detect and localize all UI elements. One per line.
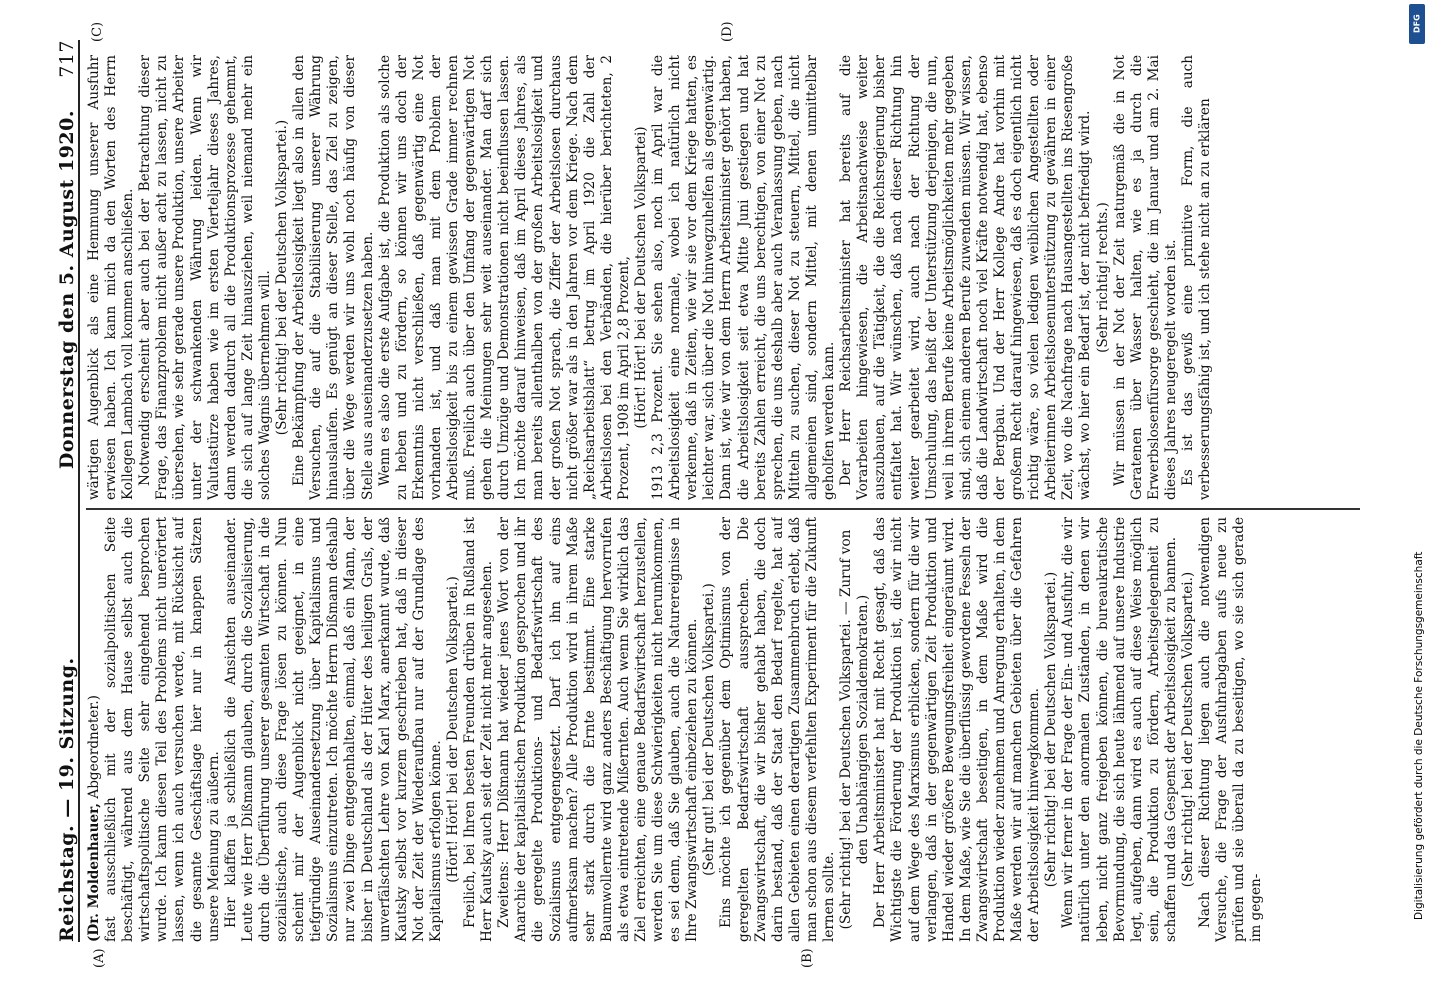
page-number: 717 <box>56 40 78 78</box>
paragraph: Zweitens: Herr Dißmann hat wieder jenes Wort von der Anarchie der kapitalistischen Produktion gesprochen und ihr die geregelte Produktions- und Bedarfswirtschaft des Sozialismus entgegengesetzt. Darf ich ihn auf eins aufmerksam machen? Alle Produktion wird in ihrem Maße sehr stark durch die Ernte bestimmt. Eine starke Baumwollernte wird ganz anders Beschäftigung hervorrufen als etwa eintretende Mißernten. Auch wenn Sie wirklich das Ziel erreichten, eine genaue Bedarfswirtschaft herzustellen, werden Sie um diese Schwierigkeiten nicht herumkommen, es sei denn, daß Sie glauben, auch die Naturereignisse in Ihre Zwangswirtschaft einbeziehen zu können. <box>496 517 701 942</box>
interjection: (Sehr richtig! bei der Deutschen Volkspartei.) <box>1180 571 1196 888</box>
margin-marker-a: (A) <box>92 948 107 968</box>
interjection: (Sehr richtig! bei der Deutschen Volkspartei. — Zuruf von den Unabhängigen Sozialdemokraten.) <box>838 529 872 930</box>
interjection: (Sehr gut! bei der Deutschen Volkspartei.) <box>701 583 718 876</box>
paragraph: Der Herr Reichsarbeitsminister hat bereits auf die Vorarbeiten hingewiesen, die Arbeitsnachweise weiter auszubauen, auf die Tätigkeit, die die Reichsregierung bisher entfaltet hat. Wir wünschen, daß nach dieser Richtung hin weiter gearbeitet wird, auch nach der Richtung der Umschulung, das heißt der Unterstützung derjenigen, die nun, weil in ihrem Berufe keine Arbeitsmöglichkeiten mehr gegeben sind, sich einem anderen Berufe zuwenden müssen. Wir wissen, daß die Landwirtschaft noch viel Kräfte notwendig hat, ebenso der Bergbau. Und der Herr Kollege Andre hat vorhin mit großem Recht darauf hingewiesen, daß es doch eigentlich nicht richtig wäre, so vielen ledigen weiblichen Angestellten oder Arbeiterinnen Arbeitslosenunterstützung zu gewähren in einer Zeit, wo die Nachfrage nach Hausangestellten ins Riesengroße wächst, wo hier ein Bedarf ist, der nicht befriedigt wird. <box>838 55 1094 500</box>
interjection: (Sehr richtig! rechts.) <box>1094 202 1111 353</box>
margin-marker-b: (B) <box>800 948 815 968</box>
paragraph: Freilich, bei Ihren besten Freunden drüben in Rußland ist Herr Kautsky auch seit der Zeit nicht mehr angesehen. <box>462 517 496 942</box>
interjection: (Sehr richtig! bei der Deutschen Volkspartei.) <box>274 119 291 436</box>
paragraph: Der Herr Arbeitsminister hat mit Recht gesagt, daß das Wichtigste die Förderung der Produktion ist, die wir nicht auf dem Wege des Marxismus erblicken, sondern für die wir verlangen, daß in der gegenwärtigen Zeit Produktion und Handel wieder größere Bewegungsfreiheit eingeräumt wird. In dem Maße, wie Sie die überflüssig gewordene Fesseln der Zwangswirtschaft beseitigen, in dem Maße wird die Produktion wieder zunehmen und Anregung erhalten, in dem Maße werden wir auf manchen Gebieten über die Gefahren der Arbeitslosigkeit hinwegkommen. <box>872 517 1043 942</box>
paragraph: Wenn es also die erste Aufgabe ist, die Produktion als solche zu heben und zu fördern, so können wir uns doch der Erkenntnis nicht verschließen, daß gegenwärtig eine Not vorhanden ist, und daß man mit dem Problem der Arbeitslosigkeit bis zu einem gewissen Grade immer rechnen muß. Freilich auch über den Umfang der gegenwärtigen Not gehen die Meinungen sehr weit auseinander. Man darf sich durch Umzüge und Demonstrationen nicht beeinflussen lassen. Ich möchte darauf hinweisen, daß im April dieses Jahres, als man bereits allenthalben von der großen Arbeitslosigkeit und der großen Not sprach, die Ziffer der Arbeitslosen durchaus nicht größer war als in den Jahren vor dem Kriege. Nach dem „Reichsarbeitsblatt“ betrug im April 1920 die Zahl der Arbeitslosen bei den Verbänden, die hierüber berichteten, 2 Prozent, 1908 im April 2,8 Prozent, <box>376 55 632 500</box>
paragraph: wärtigen Augenblick als eine Hemmung unserer Ausfuhr erwiesen haben. Ich kann mich da den Worten des Herrn Kollegen Lambach voll kommen anschließen. <box>86 55 137 500</box>
margin-marker-c: (C) <box>90 21 105 42</box>
paragraph: fast ausschließlich mit der sozialpolitischen Seite beschäftigt, während aus dem Hause selbst auch die wirtschaftspolitische Seite sehr eingehend besprochen wurde. Ich kann diesen Teil des Problems nicht unerörtert lassen, wenn ich auch versuchen werde, mit Rücksicht auf die gesamte Geschäftslage hier nur in knappen Sätzen unsere Meinung zu äußern. <box>103 517 222 942</box>
digitization-credit <box>1408 0 1430 1000</box>
paragraph: 1913 2,3 Prozent. Sie sehen also, noch im April war die Arbeitslosigkeit eine normale, wobei ich natürlich nicht verkenne, daß in Zeiten, wie wir sie vor dem Kriege hatten, es leichter war, sich über die Not hinwegzuhelfen als gegenwärtig. Dann ist, wie wir von dem Herrn Arbeitsminister gehört haben, die Arbeitslosigkeit seit etwa Mitte Juni gestiegen und hat bereits Zahlen erreicht, die uns berechtigen, von einer Not zu sprechen, die uns deshalb aber auch Veranlassung geben, nach Mitteln zu suchen, dieser Not zu steuern, Mittel, die nicht allgemeinen sind, sondern Mittel, mit denen unmittelbar geholfen werden kann. <box>650 55 838 500</box>
page-header <box>48 40 80 942</box>
interjection: (Hört! Hört! bei der Deutschen Volkspartei) <box>633 126 649 429</box>
interjection: (Sehr richtig! bei der Deutschen Volkspartei.) <box>1043 571 1060 888</box>
header-right: Donnerstag den 5. August 1920. <box>56 110 78 470</box>
paragraph: Wenn wir ferner in der Frage der Ein- und Ausfuhr, die wir natürlich unter den anormalen Zuständen, in denen wir leben, nicht ganz freigeben können, die bureaukratische Bevormundung, die sich heute lähmend auf unsere Industrie legt, aufgeben, dann wird es auch auf diese Weise möglich sein, die Produktion zu fördern, Arbeitsgelegenheit zu schaffen und das Gespenst der Arbeitslosigkeit zu bannen. <box>1060 517 1179 942</box>
margin-marker-d: (D) <box>720 21 735 42</box>
column-divider <box>86 509 1360 511</box>
paragraph: Eins möchte ich gegenüber dem Optimismus von der geregelten Bedarfswirtschaft aussprechen. Die Zwangswirtschaft, die wir bisher gehabt haben, die doch darin bestand, daß der Staat den Bedarf regelte, hat auf allen Gebieten einen derartigen Zusammenbruch erlebt, daß man schon aus diesem verfehlten Experiment für die Zukunft lernen sollte. <box>718 517 838 942</box>
paragraph: Eine Bekämpfung der Arbeitslosigkeit liegt also in allen den Versuchen, die auf die Stabilisierung unserer Währung hinauslaufen. Es genügt an dieser Stelle, das Ziel zu zeigen, über die Wege werden wir uns wohl noch häufig von dieser Stelle aus auseinanderzusetzen haben. <box>291 55 376 500</box>
paragraph: Hier klaffen ja schließlich die Ansichten auseinander. Leute wie Herr Dißmann glauben, durch die Sozialisierung, durch die Überführung unserer gesamten Wirtschaft in die sozialistische, auch diese Frage lösen zu können. Nun scheint mir der Augenblick nicht geeignet, in eine tiefgründige Auseinandersetzung über Kapitalismus und Sozialismus einzutreten. Ich möchte Herrn Dißmann deshalb nur zwei Dinge entgegenhalten, einmal, daß ein Mann, der bisher in Deutschland als der Hüter des heiligen Grals, der unverfälschten Lehre von Karl Marx, anerkannt wurde, daß Kautsky selbst vor kurzem geschrieben hat, daß in dieser Not der Zeit der Wiederaufbau nur auf der Grundlage des Kapitalismus erfolgen könne. <box>222 517 444 942</box>
speaker-role: Abgeordneter.) <box>86 695 102 799</box>
left-column <box>86 517 1360 942</box>
speaker-line <box>86 517 103 942</box>
paragraph: Wir müssen in der Not der Zeit naturgemäß die in Not Geratenen über Wasser halten, wie es ja durch die Erwerbslosenfürsorge geschieht, die im Januar und am 2. Mai dieses Jahres neugeregelt worden ist. <box>1111 55 1179 500</box>
credit-text: Digitalisierung gefördert durch die Deutsche Forschungsgemeinschaft <box>1413 551 1425 920</box>
header-left: Reichstag. — 19. Sitzung. <box>56 657 78 942</box>
paragraph: Es ist das gewiß eine primitive Form, die auch verbesserungsfähig ist, und ich stehe nicht an zu erklären <box>1180 55 1214 500</box>
dfg-logo: DFG <box>1409 4 1425 44</box>
paragraph: Nach dieser Richtung liegen auch die notwendigen Versuche, die Frage der Ausfuhrabgaben aufs neue zu prüfen und sie überall da zu beseitigen, wo sie sich gerade im gegen- <box>1197 517 1265 942</box>
right-column <box>86 55 1360 500</box>
interjection: (Hört! Hört! bei der Deutschen Volkspartei.) <box>444 576 461 883</box>
speaker-name: (Dr. Moldenhauer, <box>86 802 102 942</box>
paragraph: Notwendig erscheint aber auch bei der Betrachtung dieser Frage, das Finanzproblem nicht außer acht zu lassen, nicht zu übersehen, wie sehr gerade unsere Produktion, unsere Arbeiter unter der schwankenden Währung leiden. Wenn wir Valutastürze haben wie im ersten Vierteljahr dieses Jahres, dann werden dadurch all die Produktionsprozesse gehemmt, die sich auf lange Zeit hinausziehen, weil niemand mehr ein solches Wagnis übernehmen will. <box>137 55 273 500</box>
